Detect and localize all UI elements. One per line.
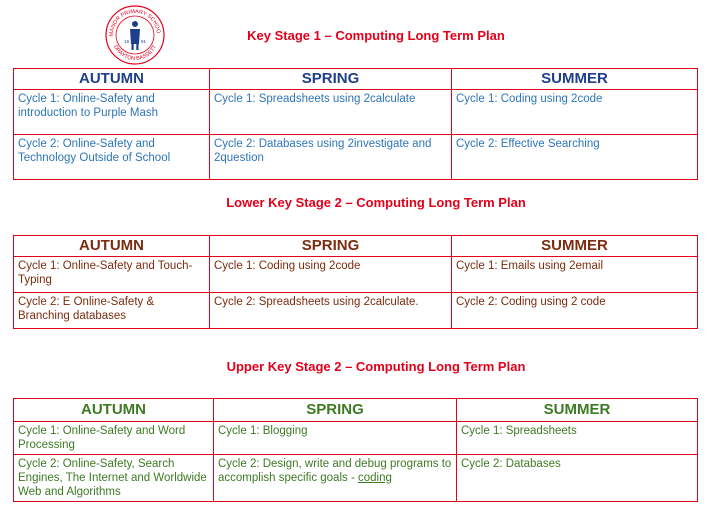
uks2-plan-table [13, 398, 698, 502]
table-row [14, 422, 698, 455]
table-cell: Cycle 2: Online-Safety and Technology Outside of School [14, 135, 210, 180]
table-row [14, 135, 698, 180]
table-cell: Cycle 2: Online-Safety, Search Engines, The Internet and Worldwide Web and Algorithms [14, 455, 214, 502]
coding-underlined-text: coding [357, 472, 392, 484]
table-cell: Cycle 1: Spreadsheets using 2calculate [210, 90, 452, 135]
table-cell: Cycle 2: Coding using 2 code [452, 293, 698, 329]
column-header-spring: SPRING [210, 69, 452, 90]
table-cell: Cycle 2: Spreadsheets using 2calculate. [210, 293, 452, 329]
ks1-plan-title: Key Stage 1 – Computing Long Term Plan [247, 28, 505, 43]
crest-year-right: 91 [141, 39, 147, 44]
crest-top-text: MANOR PRIMARY SCHOO [108, 8, 162, 37]
column-header-summer: SUMMER [452, 69, 698, 90]
table-row [14, 257, 698, 293]
table-cell: Cycle 1: Emails using 2email [452, 257, 698, 293]
table-row [14, 90, 698, 135]
crest-bottom-text: DRAYTON BASSETT [112, 44, 158, 63]
column-header-autumn: AUTUMN [14, 69, 210, 90]
table-cell: Cycle 1: Online-Safety and Touch-Typing [14, 257, 210, 293]
table-cell: Cycle 1: Coding using 2code [452, 90, 698, 135]
table-header-row [14, 399, 698, 422]
table-cell: Cycle 2: E Online-Safety & Branching databases [14, 293, 210, 329]
column-header-spring: SPRING [210, 236, 452, 257]
table-cell: Cycle 2: Databases using 2investigate and 2question [210, 135, 452, 180]
column-header-spring: SPRING [214, 399, 457, 422]
column-header-summer: SUMMER [452, 236, 698, 257]
table-row [14, 455, 698, 502]
table-cell: Cycle 1: Online-Safety and Word Processing [14, 422, 214, 455]
ks1-plan-table [13, 68, 698, 180]
table-cell: Cycle 1: Blogging [214, 422, 457, 455]
table-row [14, 293, 698, 329]
table-cell: Cycle 1: Online-Safety and introduction to Purple Mash [14, 90, 210, 135]
table-cell: Cycle 2: Effective Searching [452, 135, 698, 180]
column-header-summer: SUMMER [457, 399, 698, 422]
table-cell: Cycle 1: Coding using 2code [210, 257, 452, 293]
uks2-plan-title: Upper Key Stage 2 – Computing Long Term Plan [226, 359, 526, 374]
column-header-autumn: AUTUMN [14, 236, 210, 257]
table-cell [214, 455, 457, 502]
lks2-plan-title: Lower Key Stage 2 – Computing Long Term Plan [226, 195, 526, 210]
table-header-row [14, 236, 698, 257]
crest-year-left: 19 [124, 39, 130, 44]
table-header-row [14, 69, 698, 90]
lks2-plan-table [13, 235, 698, 329]
table-cell: Cycle 1: Spreadsheets [457, 422, 698, 455]
table-cell: Cycle 2: Databases [457, 455, 698, 502]
column-header-autumn: AUTUMN [14, 399, 214, 422]
cell-text: Cycle 2: Design, write and debug programs to accomplish specific goals - [218, 458, 452, 484]
